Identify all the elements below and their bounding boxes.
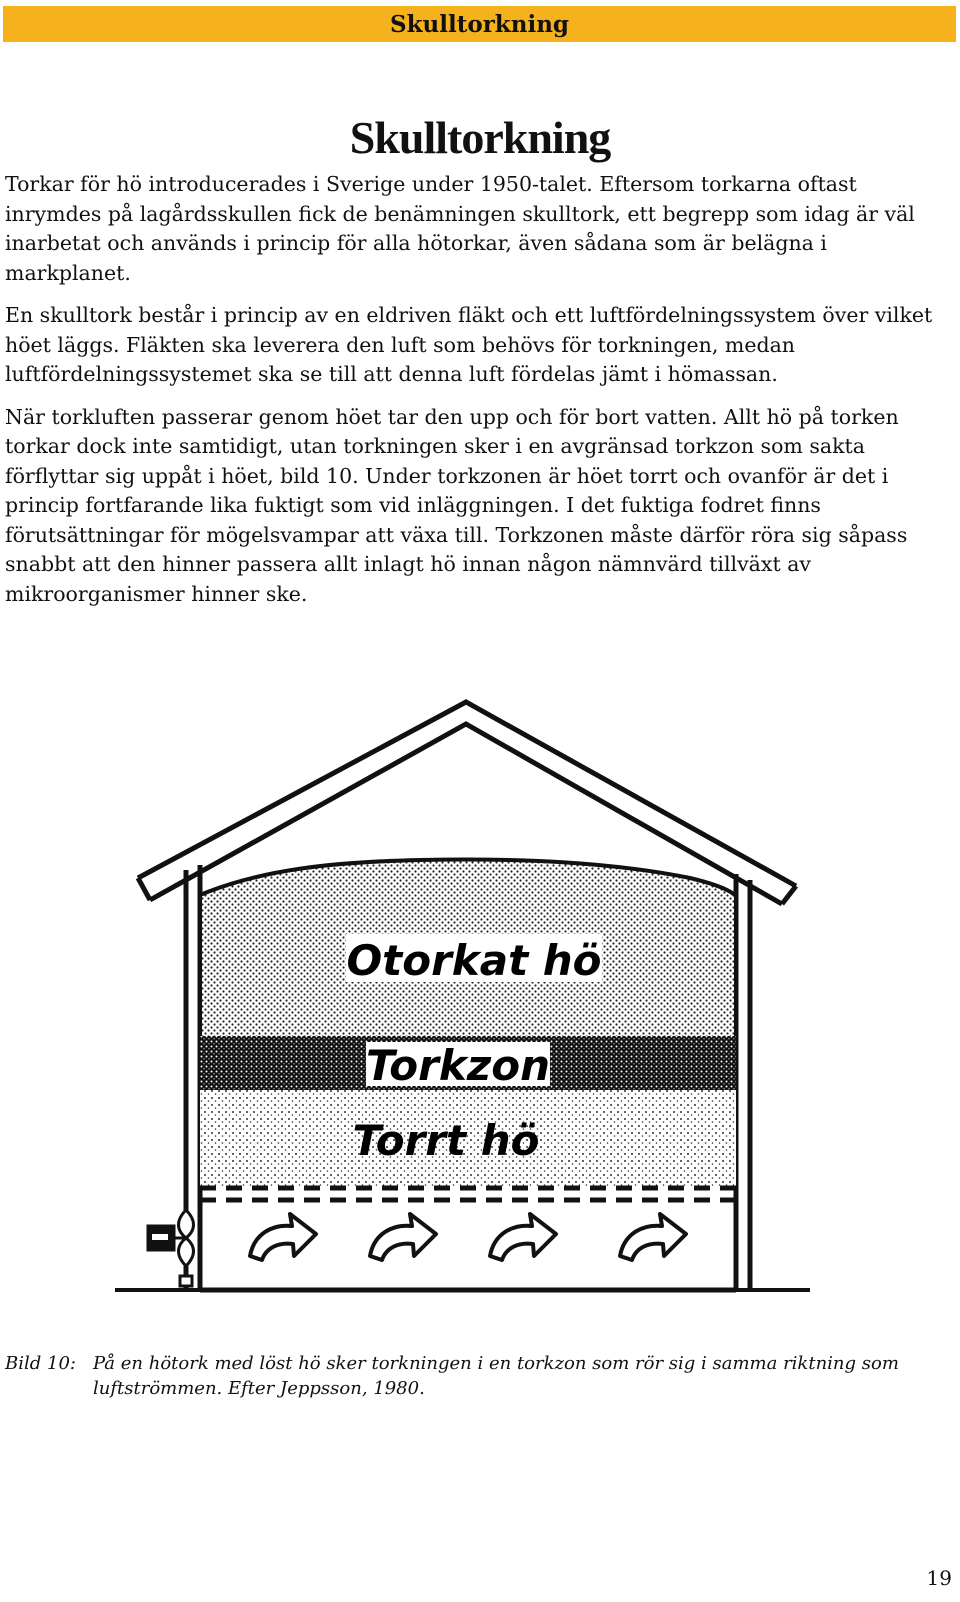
label-wet-hay: Otorkat hö xyxy=(346,936,602,985)
header-title: Skulltorkning xyxy=(389,10,570,38)
airflow-arrow-icon xyxy=(490,1214,556,1260)
fan-icon xyxy=(148,1210,194,1290)
figure-caption xyxy=(5,1351,955,1401)
hay-dryer-figure xyxy=(0,690,960,1330)
body-text xyxy=(5,170,953,622)
caption-label: Bild 10: xyxy=(5,1353,76,1374)
paragraph-2: En skulltork består i princip av en eldriven fläkt och ett luftfördelningssystem över vilket höet läggs. Fläkten ska leverera den luft som behövs för torkningen, medan luftfördelningssystemet ska se till att denna luft fördelas jämt i hömassan. xyxy=(5,303,933,386)
air-distribution-floor xyxy=(200,1188,736,1200)
label-drying-zone: Torkzon xyxy=(366,1041,550,1090)
label-dry-hay: Torrt hö xyxy=(352,1116,540,1165)
page-number: 19 xyxy=(926,1566,952,1590)
airflow-arrow-icon xyxy=(620,1214,686,1260)
airflow-arrow-icon xyxy=(370,1214,436,1260)
page-title: Skulltorkning xyxy=(349,112,611,163)
header-bar xyxy=(3,6,956,42)
barn-diagram xyxy=(0,690,960,1330)
paragraph-3: När torkluften passerar genom höet tar den upp och för bort vatten. Allt hö på torken torkar dock inte samtidigt, utan torkningen sker i en avgränsad torkzon som sakta förflyttar sig uppåt i höet, bild 10. Under torkzonen är höet torrt och ovanför är det i princip fortfarande lika fuktigt som vid inläggningen. I det fuktiga fodret finns förutsättningar för mögelsvampar att växa till. Torkzonen måste därför röra sig såpass snabbt att den hinner passera allt inlagt hö innan någon nämnvärd tillväxt av mikroorganismer hinner ske. xyxy=(5,404,908,606)
caption-text: På en hötork med löst hö sker torkningen i en torkzon som rör sig i samma riktning som luftströmmen. Efter Jeppsson, 1980. xyxy=(93,1353,899,1399)
paragraph-1: Torkar för hö introducerades i Sverige under 1950-talet. Eftersom torkarna oftast inrymdes på lagårdsskullen fick de benämningen skulltork, ett begrepp som idag är väl inarbetat och används i princip för alla hötorkar, även sådana som är belägna i markplanet. xyxy=(5,172,915,285)
airflow-arrow-icon xyxy=(250,1214,316,1260)
airflow-arrows xyxy=(250,1214,686,1260)
